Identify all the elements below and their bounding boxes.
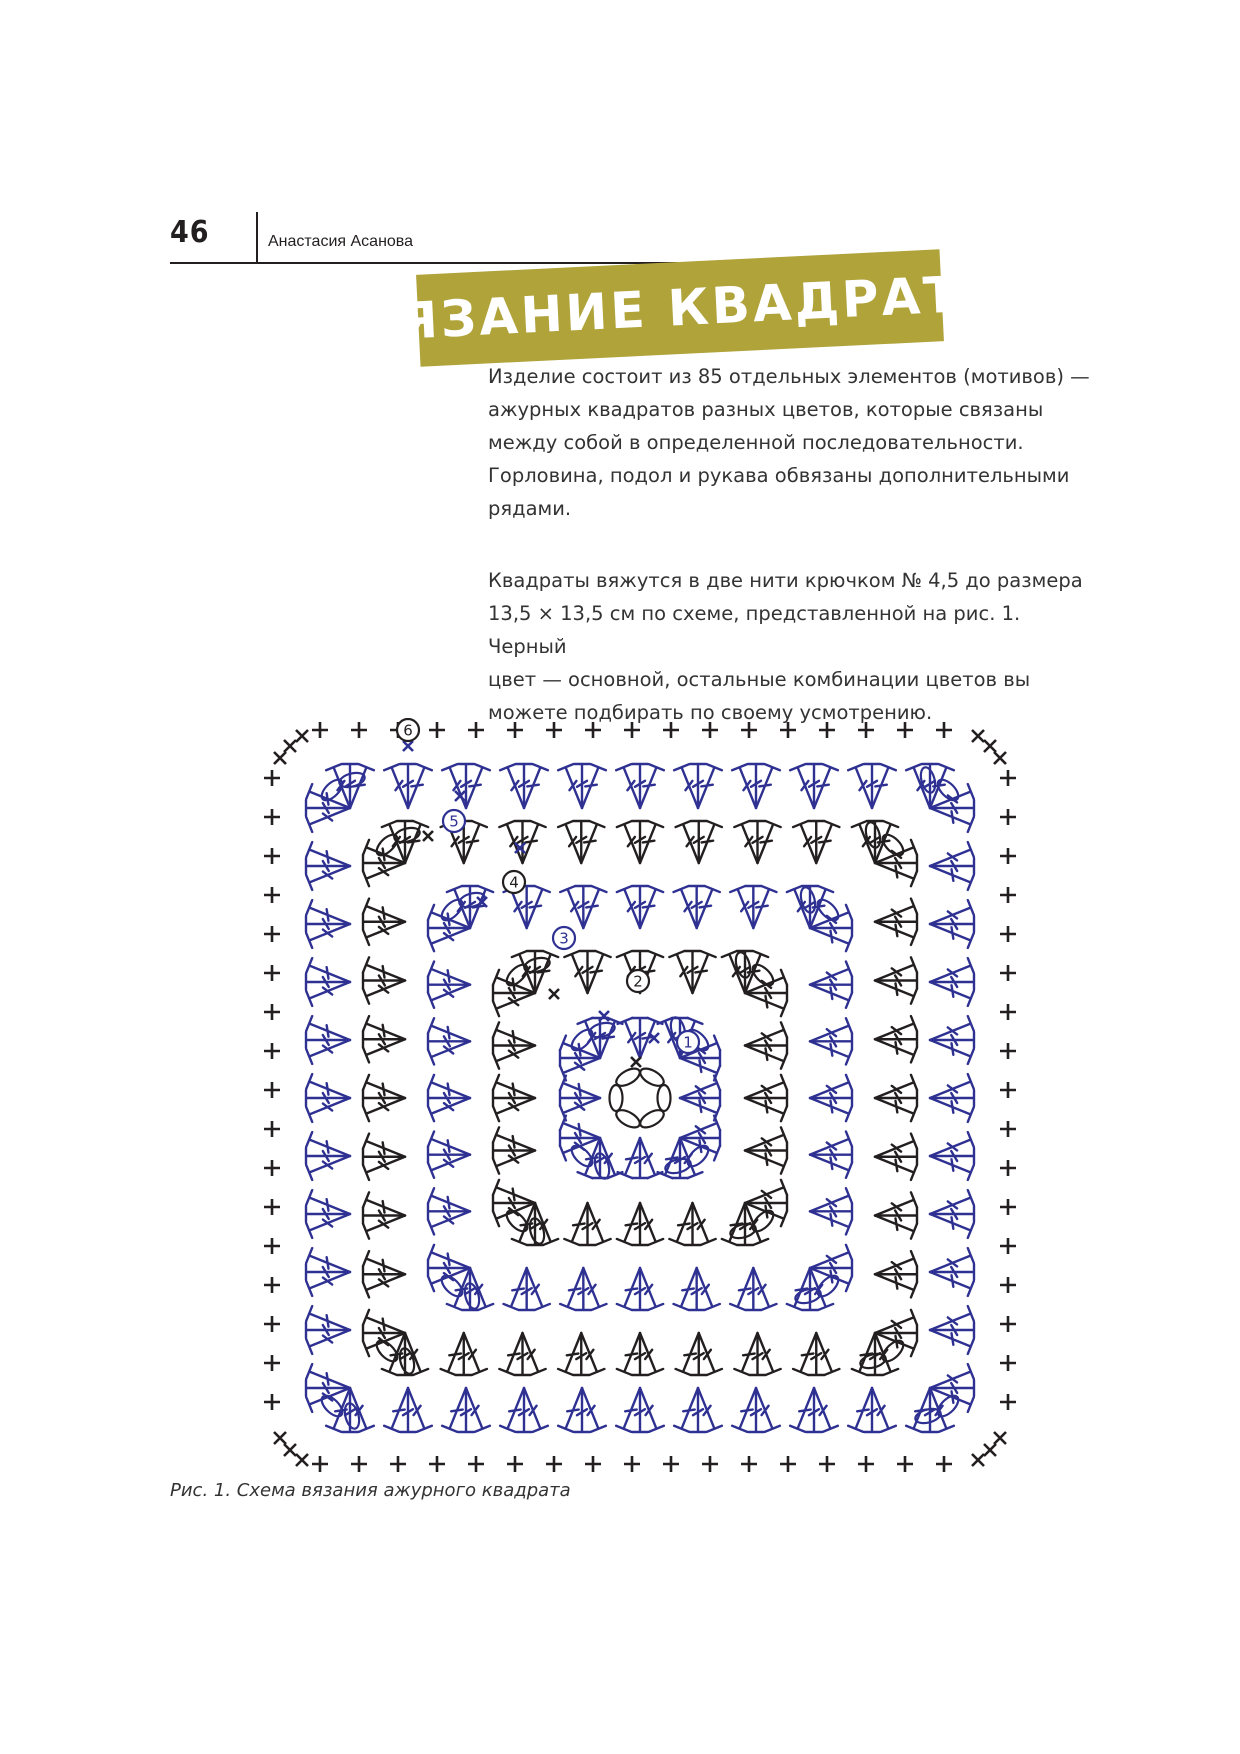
chain-stitch-mark xyxy=(342,1402,361,1430)
double-crochet-mark xyxy=(875,821,898,863)
chain-stitch-mark xyxy=(798,886,817,914)
double-crochet-mark xyxy=(447,1268,470,1310)
single-crochet-mark xyxy=(1000,848,1016,864)
single-crochet-mark xyxy=(264,1199,280,1215)
double-crochet-mark xyxy=(875,1216,917,1239)
double-crochet-mark xyxy=(326,1388,350,1432)
double-crochet-mark xyxy=(583,886,606,928)
single-crochet-mark xyxy=(624,722,640,738)
single-crochet-mark xyxy=(1000,1355,1016,1371)
row-marker-label: 6 xyxy=(403,721,413,740)
single-crochet-mark xyxy=(585,1456,601,1472)
paragraph-2 xyxy=(488,564,1098,729)
double-crochet-mark xyxy=(810,886,833,928)
slip-stitch-mark xyxy=(972,730,984,742)
double-crochet-mark xyxy=(428,1132,470,1155)
double-crochet-mark xyxy=(810,1098,852,1121)
double-crochet-mark xyxy=(524,764,548,808)
double-crochet-mark xyxy=(617,1268,640,1310)
double-crochet-mark xyxy=(384,1388,408,1432)
double-crochet-mark xyxy=(306,1074,350,1098)
double-crochet-mark xyxy=(930,1330,974,1354)
double-crochet-mark xyxy=(810,928,852,951)
single-crochet-mark xyxy=(1000,770,1016,786)
single-crochet-mark xyxy=(780,722,796,738)
double-crochet-mark xyxy=(810,1211,852,1234)
double-crochet-mark xyxy=(428,905,470,928)
double-crochet-mark xyxy=(306,900,350,924)
single-crochet-mark xyxy=(264,1082,280,1098)
slip-stitch-mark xyxy=(972,1454,984,1466)
slip-stitch-mark xyxy=(994,752,1006,764)
double-crochet-mark xyxy=(493,1022,535,1045)
single-crochet-mark xyxy=(741,722,757,738)
double-crochet-mark xyxy=(930,924,974,948)
single-crochet-mark xyxy=(468,1456,484,1472)
double-crochet-mark xyxy=(699,821,722,863)
single-crochet-mark xyxy=(819,1456,835,1472)
double-crochet-mark xyxy=(617,1333,640,1375)
slip-stitch-mark xyxy=(549,989,559,999)
slip-stitch-mark xyxy=(984,1444,996,1456)
double-crochet-mark xyxy=(640,764,664,808)
double-crochet-mark xyxy=(745,1098,787,1121)
chain-stitch-mark xyxy=(397,1347,416,1375)
double-crochet-mark xyxy=(306,842,350,866)
double-crochet-mark xyxy=(558,1388,582,1432)
double-crochet-mark xyxy=(363,1075,405,1098)
single-crochet-mark xyxy=(780,1456,796,1472)
double-crochet-mark xyxy=(428,1018,470,1041)
single-crochet-mark xyxy=(312,1456,328,1472)
single-crochet-mark xyxy=(858,722,874,738)
single-crochet-mark xyxy=(264,848,280,864)
double-crochet-mark xyxy=(758,821,781,863)
row-marker-label: 1 xyxy=(683,1033,693,1052)
double-crochet-mark xyxy=(581,821,604,863)
chain-stitch-mark xyxy=(613,1065,642,1089)
single-crochet-mark xyxy=(264,965,280,981)
row-marker-label: 4 xyxy=(509,873,519,892)
single-crochet-mark xyxy=(897,722,913,738)
double-crochet-mark xyxy=(617,1203,640,1245)
double-crochet-mark xyxy=(499,1333,522,1375)
slip-stitch-mark xyxy=(631,1057,641,1067)
slip-stitch-mark xyxy=(984,740,996,752)
double-crochet-mark xyxy=(464,821,487,863)
single-crochet-mark xyxy=(264,1316,280,1332)
single-crochet-mark xyxy=(507,1456,523,1472)
double-crochet-mark xyxy=(930,1098,974,1122)
single-crochet-mark xyxy=(264,1160,280,1176)
double-crochet-mark xyxy=(582,764,606,808)
double-crochet-mark xyxy=(930,1156,974,1180)
single-crochet-mark xyxy=(1000,1394,1016,1410)
double-crochet-mark xyxy=(810,1155,852,1178)
double-crochet-mark xyxy=(493,1075,535,1098)
single-crochet-mark xyxy=(663,722,679,738)
single-crochet-mark xyxy=(264,1004,280,1020)
single-crochet-mark xyxy=(1000,1004,1016,1020)
single-crochet-mark xyxy=(264,1277,280,1293)
row-marker-label: 5 xyxy=(449,812,459,831)
slip-stitch-mark xyxy=(274,752,286,764)
text-line: можете подбирать по своему усмотрению. xyxy=(488,701,933,724)
double-crochet-mark xyxy=(745,951,768,993)
single-crochet-mark xyxy=(702,722,718,738)
double-crochet-mark xyxy=(930,764,954,808)
text-line: Квадраты вяжутся в две нити крючком № 4,5 до размера xyxy=(488,569,1083,592)
slip-stitch-mark xyxy=(296,1454,308,1466)
double-crochet-mark xyxy=(363,1192,405,1215)
diagram-stitches xyxy=(264,722,1016,1472)
double-crochet-mark xyxy=(588,951,611,993)
double-crochet-mark xyxy=(442,1388,466,1432)
slip-stitch-mark xyxy=(296,730,308,742)
double-crochet-mark xyxy=(363,1251,405,1274)
double-crochet-mark xyxy=(493,970,535,993)
chain-stitch-mark xyxy=(733,951,752,979)
double-crochet-mark xyxy=(875,922,917,945)
single-crochet-mark xyxy=(312,722,328,738)
header-divider xyxy=(256,212,258,262)
slip-stitch-mark xyxy=(284,740,296,752)
double-crochet-mark xyxy=(493,1180,535,1203)
double-crochet-mark xyxy=(408,764,432,808)
double-crochet-mark xyxy=(875,1274,917,1297)
double-crochet-mark xyxy=(306,1364,350,1388)
double-crochet-mark xyxy=(756,764,780,808)
double-crochet-mark xyxy=(363,1134,405,1157)
double-crochet-mark xyxy=(676,1333,699,1375)
double-crochet-mark xyxy=(848,1388,872,1432)
double-crochet-mark xyxy=(930,866,974,890)
double-crochet-mark xyxy=(669,1203,692,1245)
double-crochet-mark xyxy=(732,1388,756,1432)
double-crochet-mark xyxy=(793,1333,816,1375)
text-line: между собой в определенной последовательности. xyxy=(488,431,1024,454)
single-crochet-mark xyxy=(1000,926,1016,942)
single-crochet-mark xyxy=(1000,1316,1016,1332)
double-crochet-mark xyxy=(428,1245,470,1268)
chain-stitch-mark xyxy=(610,1085,623,1111)
double-crochet-mark xyxy=(697,886,720,928)
double-crochet-mark xyxy=(930,982,974,1006)
page-number: 46 xyxy=(170,215,210,250)
double-crochet-mark xyxy=(875,1039,917,1062)
chain-stitch-mark xyxy=(462,1282,481,1310)
double-crochet-mark xyxy=(674,1388,698,1432)
single-crochet-mark xyxy=(546,1456,562,1472)
single-crochet-mark xyxy=(351,722,367,738)
single-crochet-mark xyxy=(264,1394,280,1410)
single-crochet-mark xyxy=(858,1456,874,1472)
double-crochet-mark xyxy=(875,1098,917,1121)
double-crochet-mark xyxy=(810,1268,852,1291)
page-title: ВЯЗАНИЕ КВАДРАТА xyxy=(356,263,1004,353)
double-crochet-mark xyxy=(875,981,917,1004)
double-crochet-mark xyxy=(745,1046,787,1069)
single-crochet-mark xyxy=(264,887,280,903)
single-crochet-mark xyxy=(390,1456,406,1472)
text-line: ажурных квадратов разных цветов, которые связаны xyxy=(488,398,1044,421)
crochet-diagram xyxy=(260,718,1020,1478)
row-marker-label: 2 xyxy=(633,972,643,991)
double-crochet-mark xyxy=(674,1268,697,1310)
double-crochet-mark xyxy=(363,840,405,863)
slip-stitch-mark xyxy=(274,1432,286,1444)
chain-stitch-mark xyxy=(658,1085,671,1111)
double-crochet-mark xyxy=(693,951,716,993)
double-crochet-mark xyxy=(500,1388,524,1432)
text-line: цвет — основной, остальные комбинации цветов вы xyxy=(488,668,1031,691)
double-crochet-mark xyxy=(730,1268,753,1310)
double-crochet-mark xyxy=(640,886,663,928)
double-crochet-mark xyxy=(875,1333,917,1356)
double-crochet-mark xyxy=(810,985,852,1008)
double-crochet-mark xyxy=(306,1132,350,1156)
double-crochet-mark xyxy=(790,1388,814,1432)
double-crochet-mark xyxy=(564,1203,587,1245)
double-crochet-mark xyxy=(875,1157,917,1180)
double-crochet-mark xyxy=(428,1188,470,1211)
double-crochet-mark xyxy=(816,821,839,863)
double-crochet-mark xyxy=(504,1268,527,1310)
single-crochet-mark xyxy=(1000,1199,1016,1215)
single-crochet-mark xyxy=(741,1456,757,1472)
double-crochet-mark xyxy=(558,1333,581,1375)
double-crochet-mark xyxy=(814,764,838,808)
text-line: Горловина, подол и рукава обвязаны дополнительными xyxy=(488,464,1070,487)
single-crochet-mark xyxy=(264,926,280,942)
slip-stitch-mark xyxy=(284,1444,296,1456)
row-marker-label: 3 xyxy=(559,929,569,948)
figure-caption: Рис. 1. Схема вязания ажурного квадрата xyxy=(170,1480,571,1501)
single-crochet-mark xyxy=(1000,1121,1016,1137)
single-crochet-mark xyxy=(1000,1160,1016,1176)
single-crochet-mark xyxy=(702,1456,718,1472)
single-crochet-mark xyxy=(468,722,484,738)
single-crochet-mark xyxy=(429,722,445,738)
single-crochet-mark xyxy=(624,1456,640,1472)
single-crochet-mark xyxy=(1000,809,1016,825)
double-crochet-mark xyxy=(382,1333,405,1375)
single-crochet-mark xyxy=(264,809,280,825)
double-crochet-mark xyxy=(616,1388,640,1432)
single-crochet-mark xyxy=(1000,965,1016,981)
paragraph-1 xyxy=(488,360,1098,525)
single-crochet-mark xyxy=(585,722,601,738)
author-name: Анастасия Асанова xyxy=(268,233,414,250)
text-line: рядами. xyxy=(488,497,572,520)
single-crochet-mark xyxy=(507,722,523,738)
single-crochet-mark xyxy=(936,1456,952,1472)
single-crochet-mark xyxy=(264,770,280,786)
double-crochet-mark xyxy=(930,1272,974,1296)
double-crochet-mark xyxy=(640,821,663,863)
double-crochet-mark xyxy=(428,1075,470,1098)
double-crochet-mark xyxy=(930,1214,974,1238)
double-crochet-mark xyxy=(745,993,787,1016)
single-crochet-mark xyxy=(429,1456,445,1472)
text-line: 13,5 × 13,5 см по схеме, представленной на рис. 1. Черный xyxy=(488,602,1021,658)
slip-stitch-mark xyxy=(994,1432,1006,1444)
double-crochet-mark xyxy=(306,1306,350,1330)
text-line: Изделие состоит из 85 отдельных элементов (мотивов) — xyxy=(488,365,1090,388)
slip-stitch-mark xyxy=(599,1011,609,1021)
double-crochet-mark xyxy=(560,1268,583,1310)
double-crochet-mark xyxy=(745,1151,787,1174)
single-crochet-mark xyxy=(663,1456,679,1472)
double-crochet-mark xyxy=(441,1333,464,1375)
double-crochet-mark xyxy=(306,1016,350,1040)
single-crochet-mark xyxy=(1000,887,1016,903)
double-crochet-mark xyxy=(523,821,546,863)
double-crochet-mark xyxy=(363,957,405,980)
double-crochet-mark xyxy=(363,1016,405,1039)
single-crochet-mark xyxy=(1000,1277,1016,1293)
double-crochet-mark xyxy=(363,899,405,922)
double-crochet-mark xyxy=(753,886,776,928)
single-crochet-mark xyxy=(1000,1043,1016,1059)
single-crochet-mark xyxy=(936,722,952,738)
double-crochet-mark xyxy=(428,962,470,985)
double-crochet-mark xyxy=(698,764,722,808)
double-crochet-mark xyxy=(493,1127,535,1150)
double-crochet-mark xyxy=(872,764,896,808)
single-crochet-mark xyxy=(264,1238,280,1254)
double-crochet-mark xyxy=(930,1040,974,1064)
double-crochet-mark xyxy=(306,958,350,982)
single-crochet-mark xyxy=(1000,1082,1016,1098)
single-crochet-mark xyxy=(351,1456,367,1472)
chain-stitch-mark xyxy=(637,1065,666,1089)
double-crochet-mark xyxy=(306,1248,350,1272)
double-crochet-mark xyxy=(527,886,550,928)
single-crochet-mark xyxy=(264,1121,280,1137)
chain-stitch-mark xyxy=(918,766,937,794)
double-crochet-mark xyxy=(512,1203,535,1245)
double-crochet-mark xyxy=(734,1333,757,1375)
single-crochet-mark xyxy=(264,1355,280,1371)
single-crochet-mark xyxy=(546,722,562,738)
double-crochet-mark xyxy=(930,808,974,832)
double-crochet-mark xyxy=(363,1310,405,1333)
double-crochet-mark xyxy=(306,1190,350,1214)
double-crochet-mark xyxy=(466,764,490,808)
slip-stitch-mark xyxy=(423,831,433,841)
slip-stitch-mark xyxy=(403,741,413,751)
chain-stitch-mark xyxy=(527,1217,546,1245)
single-crochet-mark xyxy=(897,1456,913,1472)
double-crochet-mark xyxy=(810,1041,852,1064)
chain-stitch-mark xyxy=(637,1107,666,1131)
single-crochet-mark xyxy=(819,722,835,738)
single-crochet-mark xyxy=(264,1043,280,1059)
single-crochet-mark xyxy=(1000,1238,1016,1254)
chain-stitch-mark xyxy=(863,821,882,849)
double-crochet-mark xyxy=(745,1203,787,1226)
double-crochet-mark xyxy=(875,863,917,886)
